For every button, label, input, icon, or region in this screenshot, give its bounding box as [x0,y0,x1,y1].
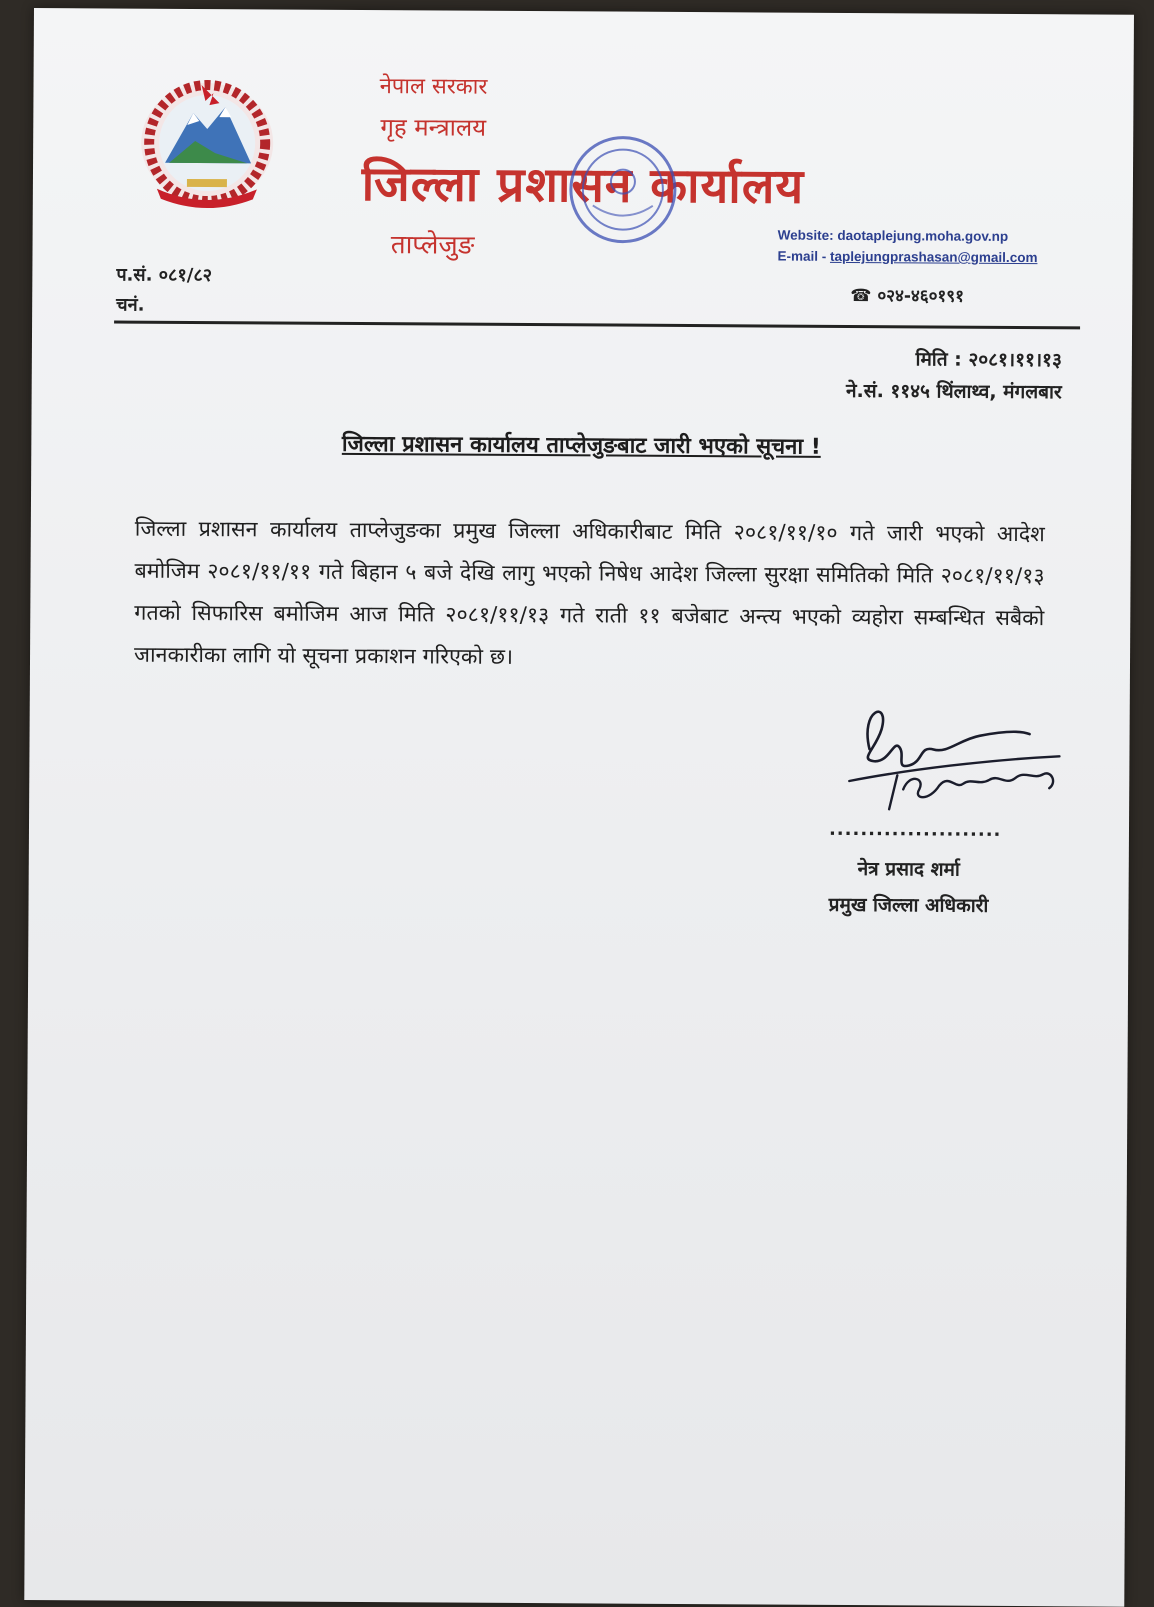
header-divider [114,320,1080,329]
date-nepal-sambat: ने.सं. ११४५ थिंलाथ्व, मंगलबार [845,379,1062,404]
ministry-name: गृह मन्त्रालय [380,113,487,142]
office-name: जिल्ला प्रशासन कार्यालय [361,156,805,215]
date-block [846,343,1062,408]
office-stamp-icon [563,129,684,250]
contact-info [777,225,1037,269]
website-text: Website: daotaplejung.moha.gov.np [777,227,1009,244]
signatory-name: नेत्र प्रसाद शर्मा [857,858,960,881]
notice-title: जिल्ला प्रशासन कार्यालय ताप्लेजुङबाट जारी भएको सूचना ! [341,431,821,460]
notice-body: जिल्ला प्रशासन कार्यालय ताप्लेजुङका प्रमुख जिल्ला अधिकारीबाट मिति २०८१/११/१० गते जारी भएको आदेश बमोजिम २०८१/११/११ गते बिहान ५ बजे देखि लागु भएको निषेध आदेश जिल्ला सुरक्षा समितिको मिति २०८१/११/१३ गतको सिफारिस बमोजिम आज मिति २०८१/११/१३ गते राती ११ बजेबाट अन्त्य भएको व्यहोरा सम्बन्धित सबैको जानकारीका लागि यो सूचना प्रकाशन गरिएको छ। [133,516,1045,670]
notice-page [24,8,1134,1607]
government-name: नेपाल सरकार [379,74,488,100]
email-link[interactable]: taplejungprashasan@gmail.com [829,248,1038,266]
phone-number: ☎ ०२४-४६०१९१ [850,285,965,307]
letter-number: प.सं. ०८१/८२ [116,264,213,287]
date-bs: मिति : २०८१।११।१३ [915,348,1062,372]
signatory-title: प्रमुख जिल्ला अधिकारी [828,893,989,917]
email-line [777,246,1037,269]
signatory-block [788,851,1028,924]
email-label: E-mail - [777,248,831,264]
signature-line: ...................... [828,818,1002,841]
dispatch-number: चनं. [116,294,145,316]
nepal-emblem-icon [135,71,281,212]
reference-block [116,261,212,322]
signature-icon [829,689,1070,820]
district-name: ताप्लेजुङ [390,230,475,261]
